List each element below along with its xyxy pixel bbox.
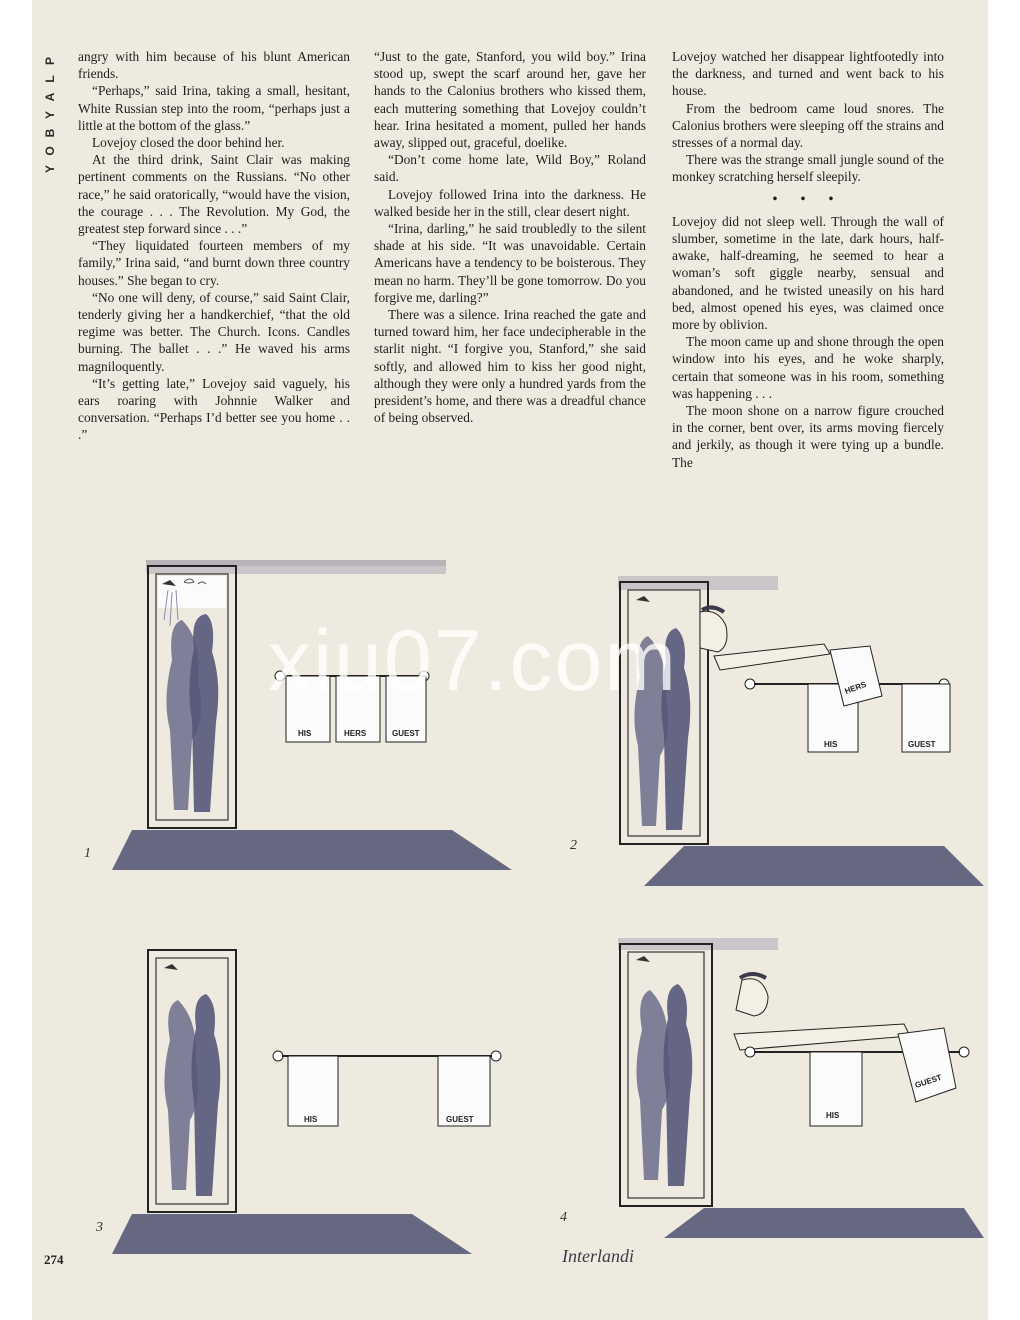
paragraph: angry with him because of his blunt American friends. — [78, 49, 350, 82]
cartoon-panel-4 — [584, 938, 984, 1248]
panel-number: 3 — [96, 1220, 103, 1235]
paragraph: From the bedroom came loud snores. The Calonius brothers were sleeping off the strains and stresses of a normal day. — [672, 100, 944, 151]
page-number: 274 — [44, 1252, 64, 1267]
paragraph: Lovejoy closed the door behind her. — [92, 135, 285, 151]
paragraph: “No one will deny, of course,” said Saint Clair, tenderly giving her a handkerchief, “that the old regime was better. The Church. Icons. Candles burning. The ballet . . .” He waved his arms magniloquently. — [78, 289, 350, 374]
towel-label: GUEST — [392, 729, 420, 738]
towel-label: HIS — [826, 1111, 840, 1120]
running-head-letter: B — [43, 128, 57, 138]
towel-label: HIS — [304, 1115, 318, 1124]
paragraph: At the third drink, Saint Clair was making pertinent comments on the Russians. “No other race,” he said oratorically, “would have the vision, the courage . . . The Revolution. My God, the greatest step forward since . . .” — [78, 152, 350, 237]
paragraph: There was the strange small jungle sound of the monkey scratching herself sleepily. — [672, 152, 944, 185]
paragraph: “They liquidated fourteen members of my family,” Irina said, “and burnt down three country houses.” She began to cry. — [78, 238, 350, 288]
running-head-letter: A — [43, 92, 57, 102]
panel-number: 1 — [84, 846, 91, 861]
paragraph: Lovejoy did not sleep well. Through the wall of slumber, sometime in the late, dark hours, half-awake, half-dreaming, he seemed to hear a woman’s soft giggle nearby, sensual and abandoned, and he twisted uneasily on his hard bed, almost opened his eyes, was claimed once more by oblivion. — [672, 213, 944, 333]
paragraph: “Just to the gate, Stanford, you wild boy.” Irina stood up, swept the scarf around her, gave her hands to the Calonius brothers who kissed them, each muttering something that Lovejoy couldn’t hear. Irina hesitated a moment, pulled her hands away, slipped out, graceful, doelike. — [374, 49, 646, 151]
magazine-page — [32, 0, 988, 1320]
artist-signature: Interlandi — [562, 1246, 634, 1266]
running-head-letter: Y — [43, 165, 57, 174]
paragraph: The moon shone on a narrow figure crouched in the corner, bent over, its arms moving fiercely and jerkily, as though it were tying up a bundle. The — [672, 403, 944, 470]
cartoon-panel-1 — [112, 560, 512, 870]
paragraph: Lovejoy watched her disappear lightfootedly into the darkness, and turned and went back to his house. — [672, 49, 944, 99]
running-head-letter: P — [43, 57, 57, 66]
panel-number: 4 — [560, 1210, 567, 1225]
paragraph: “It’s getting late,” Lovejoy said vaguely, his ears roaring with Johnnie Walker and conversation. “Perhaps I’d better see you home . . .” — [78, 375, 350, 443]
paragraph: “Don’t come home late, Wild Boy,” Roland said. — [374, 152, 646, 185]
section-break: • • • — [772, 190, 844, 206]
towel-label: GUEST — [908, 740, 936, 749]
text-column-3 — [672, 48, 944, 471]
running-head-letter: Y — [43, 111, 57, 120]
running-head — [40, 52, 60, 178]
paragraph: “Perhaps,” said Irina, taking a small, hesitant, White Russian step into the room, “perhaps just a little at the bottom of the glass.” — [78, 83, 350, 133]
panel-number: 2 — [570, 838, 577, 853]
towel-label: HERS — [843, 679, 868, 696]
running-head-letter: O — [43, 146, 57, 156]
towel-label: HERS — [344, 729, 367, 738]
cartoon-panel-3 — [112, 944, 512, 1254]
text-column-2 — [374, 48, 646, 426]
paragraph: “Irina, darling,” he said troubledly to the silent shade at his side. “It was unavoidable. Certain Americans have a tendency to be boisterous. They mean no harm. They’ll be gone tomorrow. Do you forgive me, darling?” — [374, 221, 646, 305]
towel-label: GUEST — [913, 1072, 943, 1090]
paragraph: The moon came up and shone through the open window into his eyes, and he woke sharply, certain that someone was in his room, something was happening . . . — [672, 334, 944, 401]
running-head-letter: L — [43, 75, 57, 83]
towel-label: HIS — [298, 729, 312, 738]
towel-label: HIS — [824, 740, 838, 749]
watermark: xiu07.com — [268, 613, 678, 709]
towel-label: GUEST — [446, 1115, 474, 1124]
paragraph: Lovejoy followed Irina into the darkness. He walked beside her in the still, clear desert night. — [374, 186, 646, 219]
paragraph: There was a silence. Irina reached the gate and turned toward him, her face undecipherable in the starlit night. “I forgive you, Stanford,” she said softly, and allowed him to kiss her good night, although they were only a hundred yards from the president’s home, and there was a dreadful chance of being observed. — [374, 307, 646, 426]
text-column-1 — [78, 48, 350, 444]
